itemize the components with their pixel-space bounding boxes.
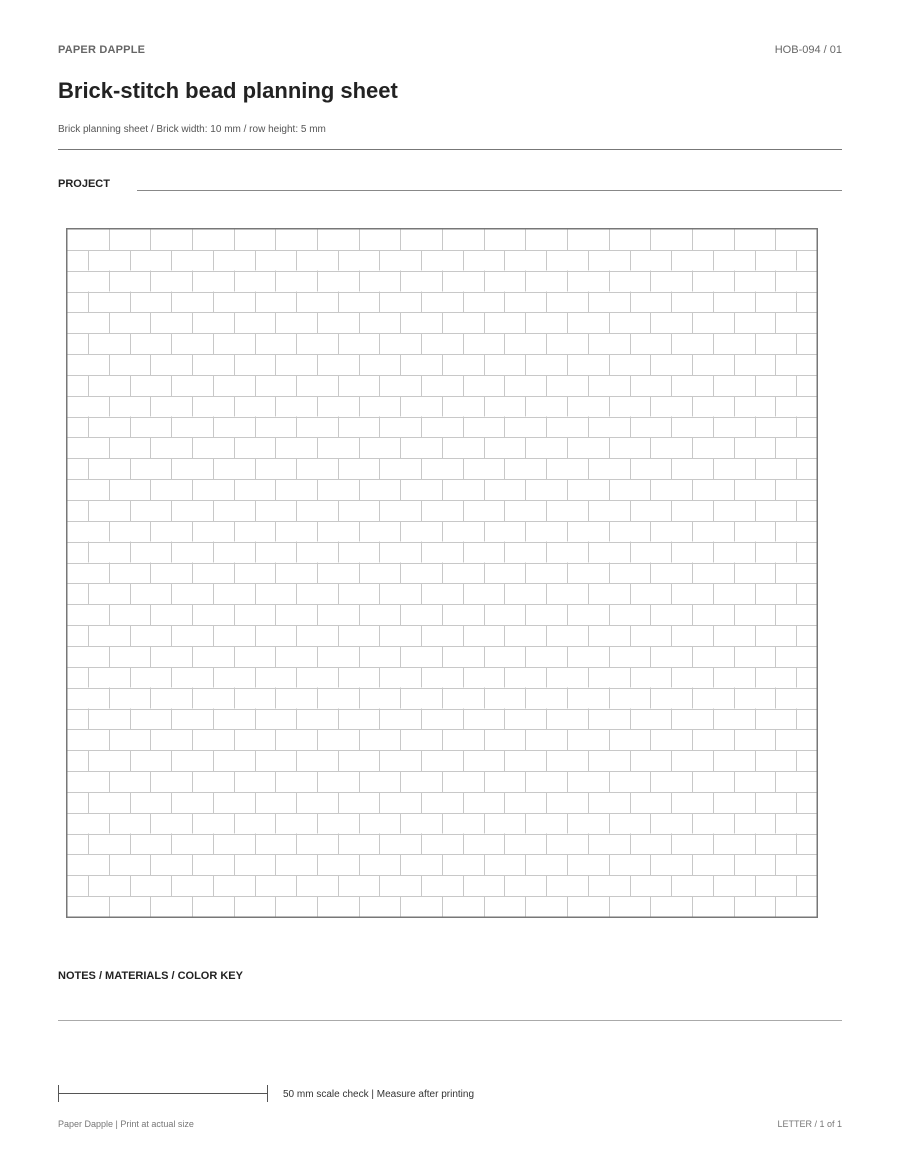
page-title: Brick-stitch bead planning sheet [58, 78, 398, 103]
project-label: PROJECT [58, 178, 110, 190]
brick-grid-svg [66, 228, 818, 918]
scale-bar [58, 1085, 268, 1102]
notes-write-line[interactable] [58, 1020, 842, 1021]
scale-check-text: 50 mm scale check | Measure after printing [283, 1089, 475, 1100]
brick-grid[interactable] [66, 228, 818, 918]
brand-name: PAPER DAPPLE [58, 44, 146, 56]
document-code: HOB-094 / 01 [774, 44, 842, 56]
scale-bar-tick-right [267, 1085, 268, 1102]
header-divider [58, 149, 842, 150]
footer-page-info: LETTER / 1 of 1 [777, 1119, 842, 1129]
notes-label: NOTES / MATERIALS / COLOR KEY [58, 970, 243, 982]
scale-bar-line [58, 1093, 268, 1094]
project-write-line[interactable] [137, 190, 842, 191]
scale-bar-tick-left [58, 1085, 59, 1102]
page-subtitle: Brick planning sheet / Brick width: 10 mm / row height: 5 mm [58, 124, 326, 135]
footer-left-text: Paper Dapple | Print at actual size [58, 1119, 194, 1129]
